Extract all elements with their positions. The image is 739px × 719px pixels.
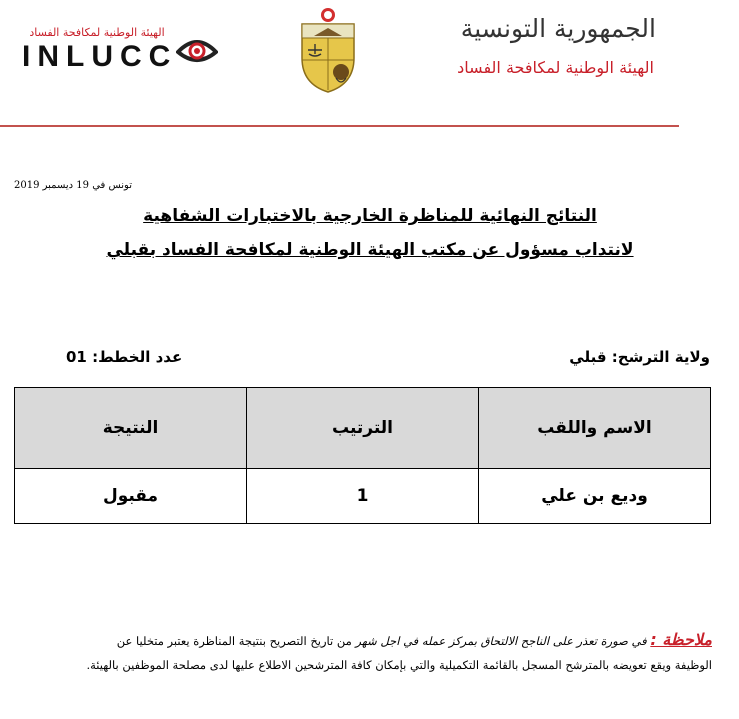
cell-rank: 1 — [247, 469, 479, 524]
header-result: النتيجة — [15, 388, 247, 469]
tunisia-coat-of-arms-icon — [296, 6, 360, 94]
inlucc-logo-arabic-text: الهيئة الوطنية لمكافحة الفساد — [29, 26, 165, 39]
table-header-row — [15, 388, 711, 469]
note-italic-text: في صورة تعذر على الناجح الالتحاق بمركز عمله في اجل شهر — [355, 634, 647, 648]
results-table — [14, 387, 711, 524]
document-title-line1: النتائج النهائية للمناظرة الخارجية بالاختبارات الشفاهية — [143, 206, 597, 226]
document-date: تونس في 19 ديسمبر 2019 — [14, 180, 132, 191]
note-line2: الوظيفة ويقع تعويضه بالمترشح المسجل بالقائمة التكميلية والتي بإمكان كافة المترشحين الاطلاع عليها لدى مصلحة الموظفين بالهيئة. — [86, 658, 712, 672]
inlucc-logo-wordmark: INLUCC — [22, 40, 178, 73]
note-line1 — [14, 630, 712, 649]
eye-logo-icon — [176, 36, 218, 66]
cell-name: وديع بن علي — [479, 469, 711, 524]
header-divider — [0, 125, 679, 127]
note-text: من تاريخ التصريح بنتيجة المناظرة يعتبر متخليا عن — [116, 634, 352, 648]
organization-name: الهيئة الوطنية لمكافحة الفساد — [457, 58, 654, 77]
header-rank: الترتيب — [247, 388, 479, 469]
cell-result: مقبول — [15, 469, 247, 524]
positions-count: عدد الخطط: 01 — [66, 348, 183, 366]
document-title-line2: لانتداب مسؤول عن مكتب الهيئة الوطنية لمكافحة الفساد بقبلي — [106, 240, 634, 260]
header-name: الاسم واللقب — [479, 388, 711, 469]
note-label: ملاحظة : — [650, 630, 712, 649]
republic-title: الجمهورية التونسية — [460, 14, 656, 43]
governorate-label: ولاية الترشح: قبلي — [569, 348, 710, 366]
table-row — [15, 469, 711, 524]
